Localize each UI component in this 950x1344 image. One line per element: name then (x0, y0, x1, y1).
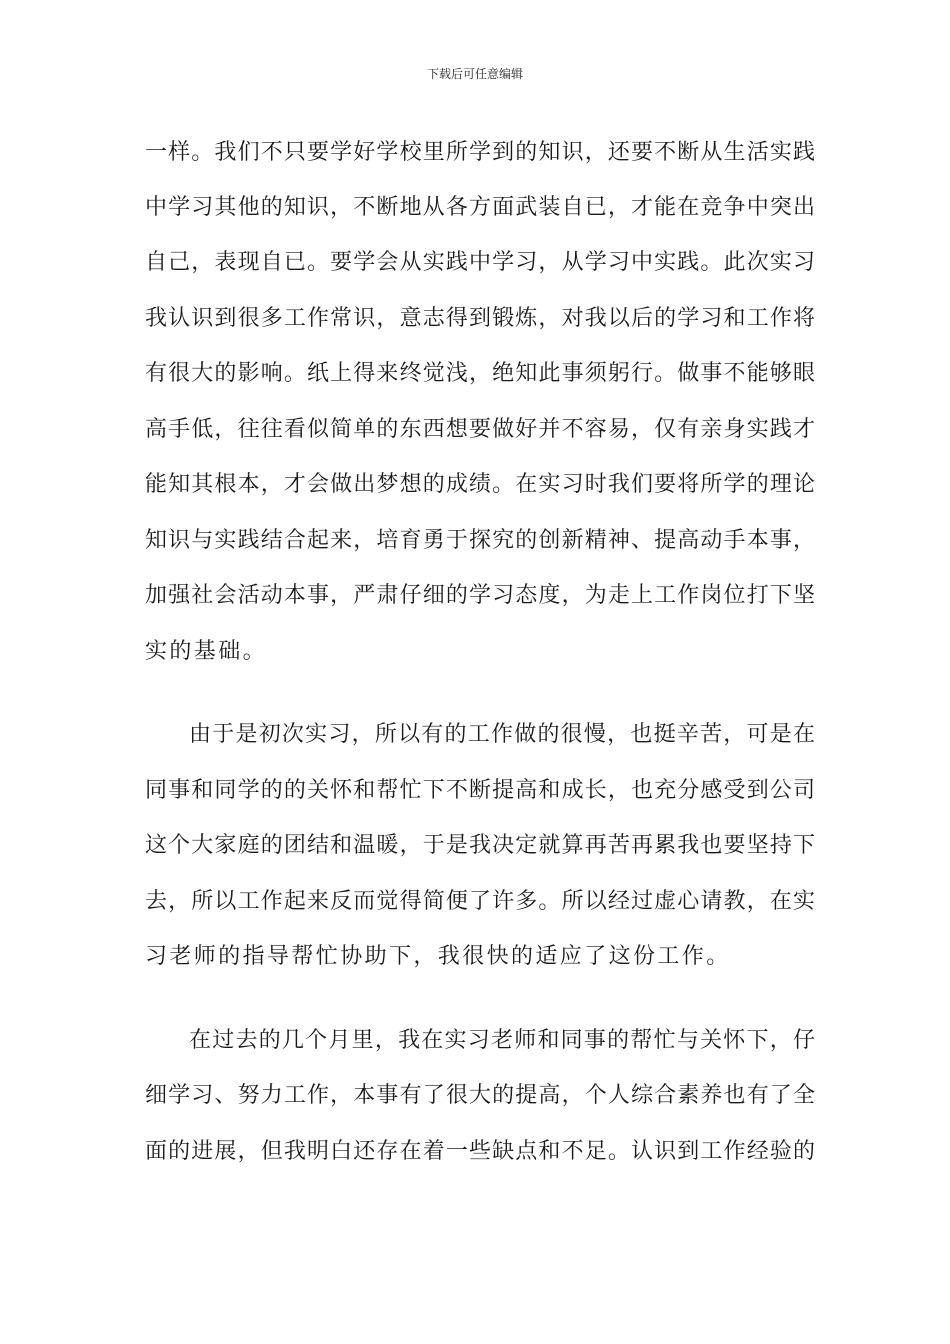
text-line: 这个大家庭的团结和温暖，于是我决定就算再苦再累我也要坚持下 (145, 833, 815, 858)
text-line: 同事和同学的的关怀和帮忙下不断提高和成长，也充分感受到公司 (145, 778, 815, 803)
text-line: 我认识到很多工作常识，意志得到锻炼，对我以后的学习和工作将 (145, 306, 815, 331)
text-line: 去，所以工作起来反而觉得简便了许多。所以经过虚心请教，在实 (145, 889, 815, 914)
text-line: 高手低，往往看似简单的东西想要做好并不容易，仅有亲身实践才 (145, 417, 815, 442)
text-line: 细学习、努力工作，本事有了很大的提高，个人综合素养也有了全 (145, 1083, 815, 1108)
text-line: 加强社会活动本事，严肃仔细的学习态度，为走上工作岗位打下坚 (145, 583, 815, 608)
text-line: 实的基础。 (145, 639, 268, 664)
text-line: 由于是初次实习，所以有的工作做的很慢，也挺辛苦，可是在 (189, 722, 815, 747)
text-line: 在过去的几个月里，我在实习老师和同事的帮忙与关怀下，仔 (189, 1028, 815, 1053)
text-line: 有很大的影响。纸上得来终觉浅，绝知此事须躬行。做事不能够眼 (145, 361, 815, 386)
text-line: 自己，表现自已。要学会从实践中学习，从学习中实践。此次实习 (145, 250, 815, 275)
text-line: 一样。我们不只要学好学校里所学到的知识，还要不断从生活实践 (145, 140, 815, 165)
text-line: 面的进展，但我明白还存在着一些缺点和不足。认识到工作经验的 (145, 1139, 815, 1164)
text-line: 能知其根本，才会做出梦想的成绩。在实习时我们要将所学的理论 (145, 472, 815, 497)
text-line: 习老师的指导帮忙协助下，我很快的适应了这份工作。 (145, 944, 731, 969)
text-line: 知识与实践结合起来，培育勇于探究的创新精神、提高动手本事， (145, 528, 815, 553)
page-header: 下载后可任意编辑 (426, 67, 523, 81)
text-line: 中学习其他的知识，不断地从各方面武装自已，才能在竞争中突出 (145, 195, 815, 220)
